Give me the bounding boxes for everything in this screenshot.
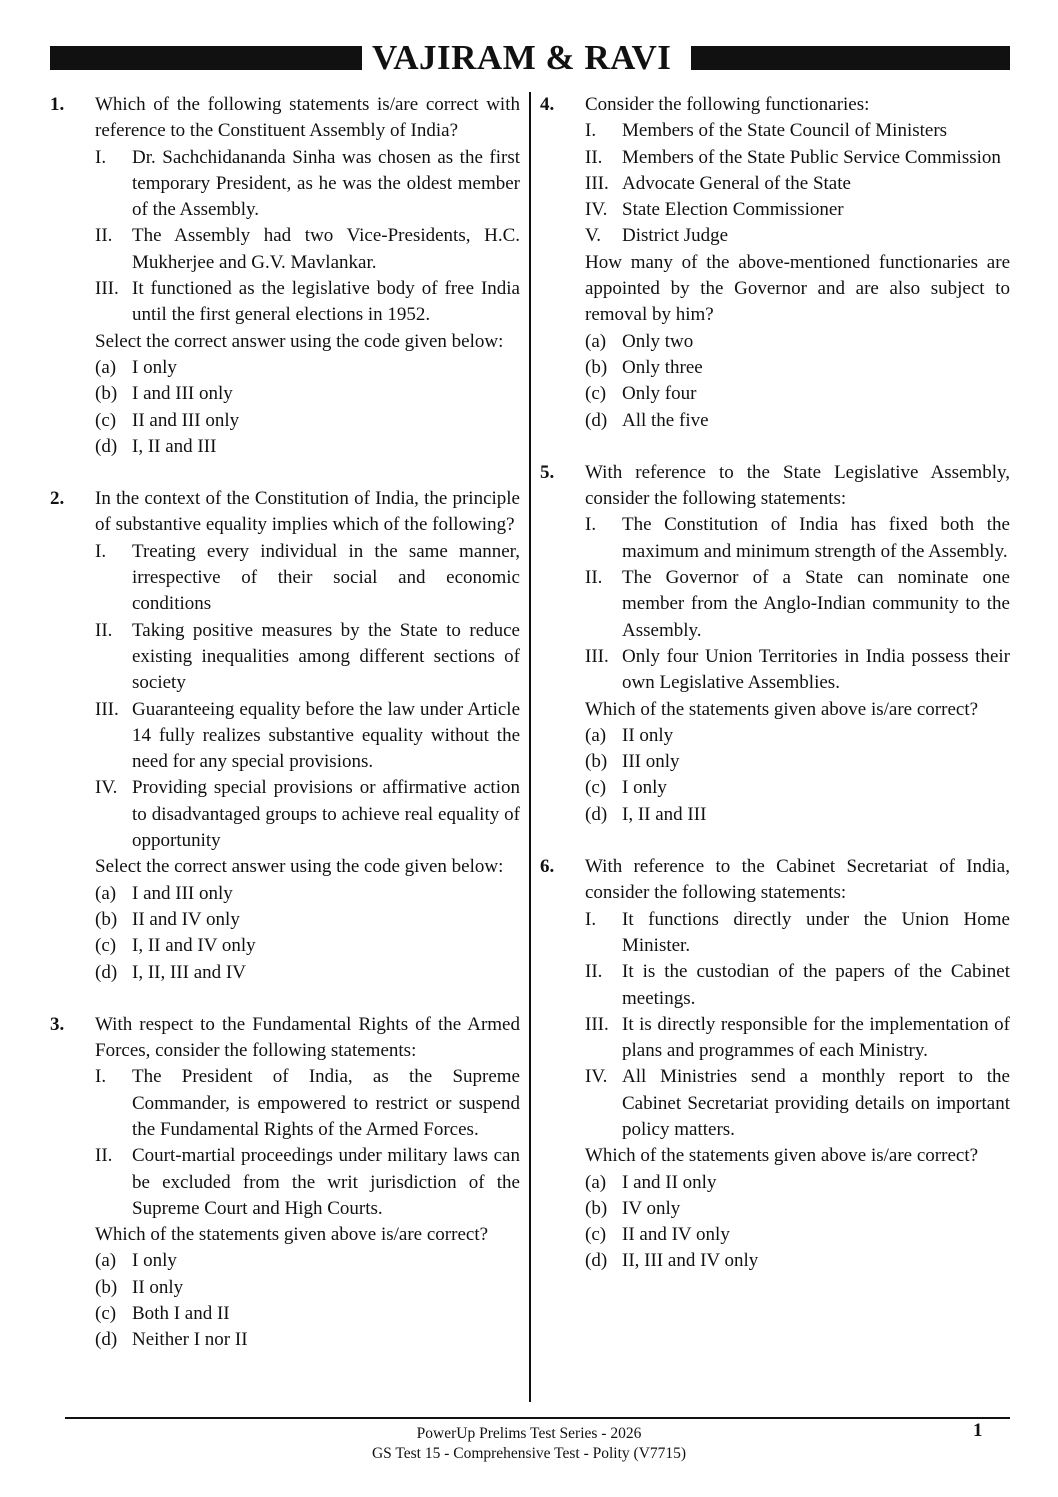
option-text: Only three (622, 356, 703, 378)
statement (95, 223, 520, 276)
option-text: I only (622, 777, 667, 799)
answer-option (585, 749, 1010, 775)
statement-text: Court-martial proceedings under military laws can be excluded from the writ jurisdiction of the Supreme Court and High Courts. (132, 1145, 520, 1219)
question-row (540, 460, 1010, 828)
question (50, 486, 520, 986)
statement (585, 565, 1010, 644)
brand-title: VAJIRAM & RAVI (372, 38, 672, 77)
statement-text: Taking positive measures by the State to reduce existing inequalities among different sections of society (132, 619, 520, 694)
statement-numeral: I. (95, 540, 107, 562)
option-label: (d) (585, 409, 608, 431)
question-row (50, 486, 520, 986)
option-text: II and III only (132, 409, 240, 431)
question-stem: In the context of the Constitution of India, the principle of substantive equality implies which of the following? (95, 488, 520, 536)
question-prompt: Select the correct answer using the code given below: (95, 330, 504, 352)
question-prompt: Which of the statements given above is/are correct? (585, 698, 979, 720)
statement (585, 1012, 1010, 1065)
answer-option (585, 1170, 1010, 1196)
question-body (585, 854, 1010, 1275)
statement-text: District Judge (622, 225, 729, 247)
answer-option (585, 775, 1010, 801)
answer-option (95, 381, 520, 407)
statement-numeral: III. (585, 645, 609, 667)
statement-text: It is directly responsible for the implementation of plans and programmes of each Ministry. (622, 1013, 1010, 1062)
answer-option (585, 355, 1010, 381)
statement-text: It is the custodian of the papers of the Cabinet meetings. (622, 961, 1010, 1009)
statement-text: Members of the State Public Service Commission (622, 146, 1001, 168)
option-text: I and III only (132, 882, 233, 904)
statement-numeral: I. (585, 908, 597, 930)
footer (0, 1424, 1058, 1464)
option-label: (b) (95, 1276, 118, 1298)
statement-text: The Governor of a State can nominate one member from the Anglo-Indian community to the Assembly. (622, 567, 1010, 641)
answer-option (585, 1196, 1010, 1222)
question (50, 92, 520, 460)
left-column (50, 92, 520, 1380)
column-divider (529, 92, 531, 1402)
answer-option (95, 1275, 520, 1301)
statement (95, 145, 520, 224)
statement-numeral: V. (585, 225, 602, 247)
question-body (585, 460, 1010, 828)
statement-text: It functions directly under the Union Home Minister. (622, 908, 1010, 956)
option-label: (c) (95, 935, 117, 957)
statement (585, 907, 1010, 960)
answer-option (95, 1327, 520, 1353)
option-text: IV only (622, 1197, 681, 1219)
statement-text: All Ministries send a monthly report to the Cabinet Secretariat providing details on important policy matters. (622, 1066, 1010, 1140)
question-body (585, 92, 1010, 434)
statement-numeral: II. (585, 961, 603, 983)
statement-text: Members of the State Council of Ministers (622, 120, 948, 142)
option-text: Only two (622, 330, 694, 352)
answer-option (585, 1222, 1010, 1248)
answer-option (585, 802, 1010, 828)
answer-option (95, 907, 520, 933)
option-text: I, II and III (132, 435, 217, 457)
option-text: I, II, III and IV (132, 961, 246, 983)
answer-option (95, 933, 520, 959)
statement-text: It functioned as the legislative body of free India until the first general elections in 1952. (132, 278, 520, 326)
option-label: (a) (95, 356, 117, 378)
statement (585, 644, 1010, 697)
option-label: (b) (95, 383, 118, 405)
statement (585, 197, 1010, 223)
statement-numeral: I. (95, 1066, 107, 1088)
statement-numeral: II. (585, 146, 603, 168)
option-text: II only (132, 1276, 184, 1298)
statement-numeral: II. (95, 1145, 113, 1167)
question-row (540, 92, 1010, 434)
statement (585, 171, 1010, 197)
option-label: (c) (95, 1303, 117, 1325)
statement (585, 223, 1010, 249)
option-label: (d) (95, 1329, 118, 1351)
answer-option (585, 723, 1010, 749)
answer-option (95, 881, 520, 907)
option-label: (d) (585, 803, 608, 825)
option-label: (b) (585, 1197, 608, 1219)
statement (95, 618, 520, 697)
option-text: Only four (622, 383, 697, 405)
statement-numeral: I. (95, 146, 107, 168)
option-text: I, II and IV only (132, 935, 256, 957)
footer-test-name: GS Test 15 - Comprehensive Test - Polity (V7715) (371, 1445, 687, 1462)
footer-rule (65, 1417, 1010, 1419)
answer-option (95, 434, 520, 460)
statement-numeral: IV. (585, 1066, 608, 1088)
option-text: II and IV only (132, 908, 240, 930)
header-bar-right (691, 46, 1010, 70)
option-label: (d) (95, 961, 118, 983)
statement-numeral: II. (95, 225, 113, 247)
statement (95, 539, 520, 618)
option-label: (a) (95, 882, 117, 904)
answer-option (95, 355, 520, 381)
option-label: (d) (585, 1250, 608, 1272)
option-label: (b) (585, 356, 608, 378)
question-number: 3. (50, 1013, 65, 1035)
answer-option (585, 381, 1010, 407)
statement-numeral: III. (585, 172, 609, 194)
option-label: (c) (585, 383, 607, 405)
option-text: III only (622, 751, 680, 773)
option-text: II only (622, 724, 674, 746)
question-prompt: Which of the statements given above is/are correct? (95, 1224, 489, 1246)
statement-numeral: III. (95, 278, 119, 300)
question-stem: Consider the following functionaries: (585, 94, 870, 115)
option-text: I only (132, 356, 177, 378)
answer-option (95, 408, 520, 434)
option-label: (c) (585, 1224, 607, 1246)
statement-numeral: I. (585, 120, 597, 142)
statement-numeral: I. (585, 514, 597, 536)
option-text: I, II and III (622, 803, 707, 825)
question-prompt: Which of the statements given above is/are correct? (585, 1145, 979, 1167)
question-number: 1. (50, 94, 65, 115)
statement (95, 775, 520, 854)
question-row (540, 854, 1010, 1275)
option-text: I and III only (132, 383, 233, 405)
statement-numeral: II. (585, 567, 603, 589)
question-number: 2. (50, 488, 65, 510)
option-label: (a) (95, 1250, 117, 1272)
statement-text: State Election Commissioner (622, 199, 844, 221)
statement (585, 145, 1010, 171)
question (540, 854, 1010, 1275)
answer-option (585, 408, 1010, 434)
statement (95, 697, 520, 776)
answer-option (95, 1248, 520, 1274)
statement (585, 1064, 1010, 1143)
statement-text: Dr. Sachchidananda Sinha was chosen as the first temporary President, as he was the oldest member of the Assembly. (132, 146, 520, 221)
answer-option (95, 960, 520, 986)
question-body (95, 92, 520, 460)
statement-text: Guaranteeing equality before the law under Article 14 fully realizes substantive equality without the need for any special provisions. (132, 698, 520, 773)
statement (585, 512, 1010, 565)
option-text: II, III and IV only (622, 1250, 759, 1272)
question-number: 4. (540, 94, 555, 115)
option-text: All the five (622, 409, 709, 431)
question-stem: With reference to the Cabinet Secretariat of India, consider the following statements: (585, 856, 1010, 904)
option-label: (b) (95, 908, 118, 930)
page-number: 1 (973, 1420, 983, 1441)
question (540, 460, 1010, 828)
question-row (50, 92, 520, 460)
option-text: I only (132, 1250, 177, 1272)
statement (95, 1143, 520, 1222)
statement-text: Advocate General of the State (622, 172, 851, 194)
question-prompt: How many of the above-mentioned functionaries are appointed by the Governor and are also subject to removal by him? (585, 251, 1010, 326)
header-bar-left (50, 46, 362, 70)
question-number: 5. (540, 461, 555, 483)
question-body (95, 1012, 520, 1354)
statement-text: The President of India, as the Supreme Commander, is empowered to restrict or suspend the Fundamental Rights of the Armed Forces. (132, 1066, 520, 1140)
question-stem: Which of the following statements is/are correct with reference to the Constituent Assembly of India? (95, 94, 520, 142)
statement-text: The Constitution of India has fixed both the maximum and minimum strength of the Assembly. (622, 514, 1010, 562)
statement (585, 118, 1010, 144)
statement (585, 959, 1010, 1012)
statement (95, 1064, 520, 1143)
question (50, 1012, 520, 1354)
question (540, 92, 1010, 434)
statement-numeral: III. (585, 1013, 609, 1035)
statement-numeral: IV. (95, 777, 118, 799)
question-body (95, 486, 520, 986)
question-stem: With reference to the State Legislative Assembly, consider the following statements: (585, 461, 1010, 510)
statement-text: Treating every individual in the same manner, irrespective of their social and economic conditions (132, 540, 520, 615)
option-label: (c) (95, 409, 117, 431)
option-text: Neither I nor II (132, 1329, 248, 1351)
question-prompt: Select the correct answer using the code given below: (95, 856, 504, 878)
option-text: I and II only (622, 1171, 717, 1193)
statement-text: Providing special provisions or affirmative action to disadvantaged groups to achieve real equality of opportunity (132, 777, 520, 852)
answer-option (585, 1248, 1010, 1274)
footer-series: PowerUp Prelims Test Series - 2026 (416, 1425, 642, 1442)
statement-numeral: III. (95, 698, 119, 720)
option-label: (c) (585, 777, 607, 799)
statement-text: The Assembly had two Vice-Presidents, H.C. Mukherjee and G.V. Mavlankar. (132, 225, 520, 273)
right-column (540, 92, 1010, 1301)
question-stem: With respect to the Fundamental Rights of the Armed Forces, consider the following statements: (95, 1013, 520, 1062)
option-text: II and IV only (622, 1224, 730, 1246)
statement-text: Only four Union Territories in India possess their own Legislative Assemblies. (622, 645, 1010, 694)
option-label: (a) (585, 1171, 607, 1193)
statement-numeral: IV. (585, 199, 608, 221)
statement (95, 276, 520, 329)
question-row (50, 1012, 520, 1354)
option-label: (a) (585, 724, 607, 746)
answer-option (585, 329, 1010, 355)
option-text: Both I and II (132, 1303, 230, 1325)
answer-option (95, 1301, 520, 1327)
page-header (50, 38, 1010, 77)
option-label: (d) (95, 435, 118, 457)
statement-numeral: II. (95, 619, 113, 641)
question-number: 6. (540, 856, 555, 878)
option-label: (b) (585, 751, 608, 773)
option-label: (a) (585, 330, 607, 352)
